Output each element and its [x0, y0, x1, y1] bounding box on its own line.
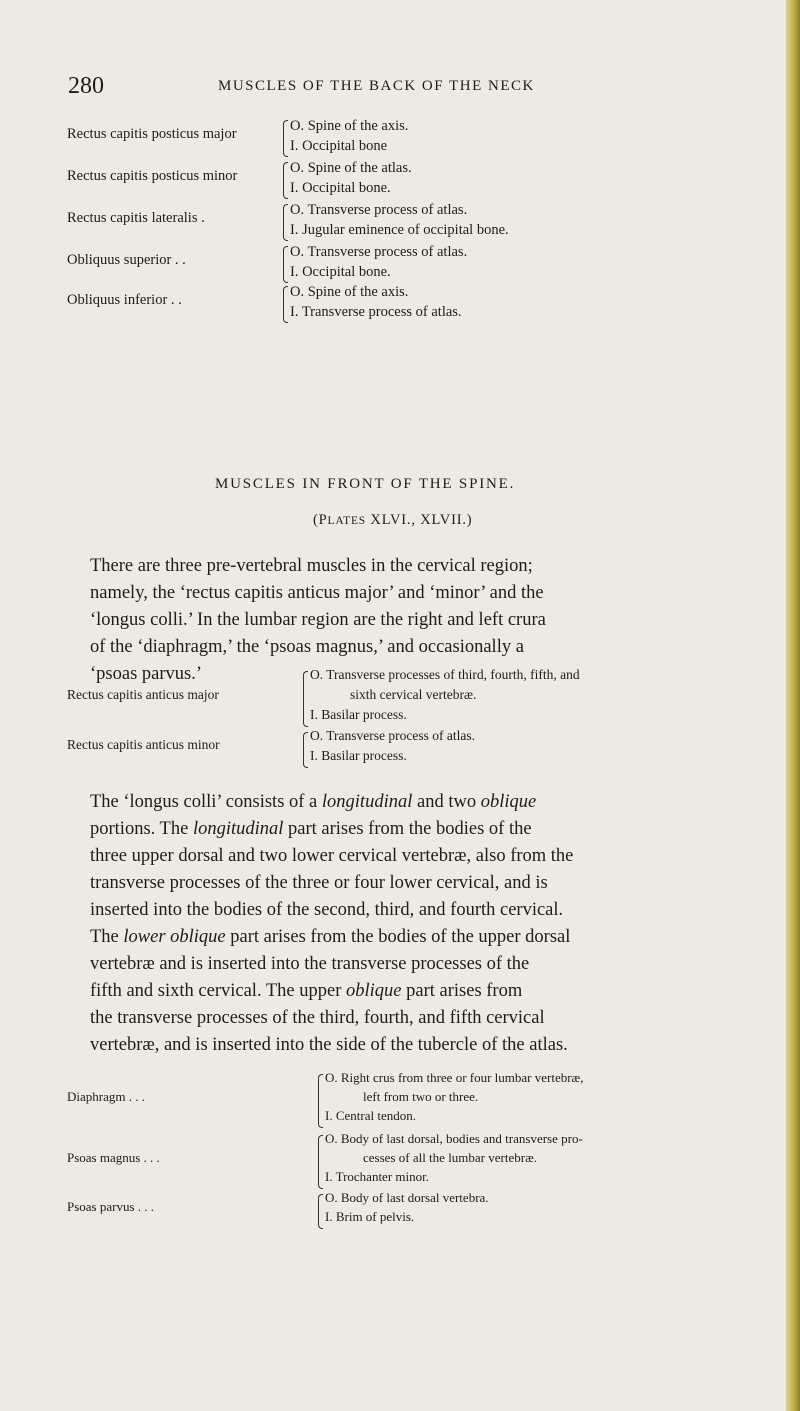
origin-line: O. Transverse process of atlas.	[310, 728, 475, 743]
muscle-name: Rectus capitis anticus major	[67, 687, 219, 702]
section-subtitle	[313, 512, 472, 529]
text-line: ‘longus colli.’ In the lumbar region are the right and left crura	[90, 610, 546, 630]
page-number: 280	[68, 73, 104, 99]
text-line: of the ‘diaphragm,’ the ‘psoas magnus,’ and occasionally a	[90, 637, 524, 657]
text-line	[90, 792, 536, 813]
brace	[318, 1074, 323, 1128]
text-line: the transverse processes of the third, fourth, and fifth cervical	[90, 1008, 545, 1028]
brace	[318, 1194, 323, 1229]
section-title: MUSCLES IN FRONT OF THE SPINE.	[215, 476, 516, 492]
text-line: transverse processes of the three or four lower cervical, and is	[90, 873, 548, 893]
muscle-name: Psoas parvus . . .	[67, 1199, 155, 1214]
insertion-line: I. Basilar process.	[310, 748, 407, 763]
insertion-line: I. Transverse process of atlas.	[290, 304, 462, 320]
page-edge	[786, 0, 800, 1411]
text-line: namely, the ‘rectus capitis anticus major’ and ‘minor’ and the	[90, 583, 544, 603]
text-span: portions. The	[90, 819, 193, 839]
muscle-name: Rectus capitis lateralis .	[67, 210, 205, 226]
running-head: MUSCLES OF THE BACK OF THE NECK	[218, 78, 535, 94]
italic-span: longitudinal	[321, 792, 413, 812]
insertion-line: I. Trochanter minor.	[325, 1169, 429, 1184]
text-line: vertebræ, and is inserted into the side of the tubercle of the atlas.	[90, 1035, 568, 1055]
italic-span: oblique	[480, 792, 537, 812]
text-line	[90, 819, 532, 840]
origin-line: O. Spine of the atlas.	[290, 160, 412, 176]
text-span: part arises from	[401, 981, 523, 1001]
text-line: inserted into the bodies of the second, third, and fourth cervical.	[90, 900, 564, 920]
text-span: part arises from the bodies of the	[283, 819, 532, 839]
italic-span: oblique	[346, 981, 402, 1001]
brace	[303, 671, 308, 727]
muscle-name: Diaphragm . . .	[67, 1089, 145, 1104]
italic-span: longitudinal	[192, 819, 284, 839]
subtitle-open: (P	[313, 512, 328, 528]
text-line: ‘psoas parvus.’	[90, 664, 203, 684]
text-line: vertebræ and is inserted into the transverse processes of the	[90, 954, 530, 974]
brace	[283, 204, 288, 241]
text-line: There are three pre-vertebral muscles in the cervical region;	[90, 556, 533, 576]
origin-line: O. Transverse processes of third, fourth, fifth, and	[310, 667, 580, 682]
insertion-line: I. Occipital bone.	[290, 264, 391, 280]
brace	[303, 732, 308, 768]
text-span: and two	[412, 792, 481, 812]
insertion-line: I. Occipital bone.	[290, 180, 391, 196]
insertion-line: I. Brim of pelvis.	[325, 1209, 415, 1224]
origin-line: O. Body of last dorsal, bodies and transverse pro-	[325, 1131, 583, 1146]
brace	[318, 1135, 323, 1189]
brace	[283, 246, 288, 283]
muscle-name: Psoas magnus . . .	[67, 1150, 160, 1165]
origin-line: left from two or three.	[363, 1089, 479, 1104]
origin-line: O. Right crus from three or four lumbar vertebræ,	[325, 1070, 584, 1085]
subtitle-caps: LATES	[327, 515, 366, 527]
text-line: three upper dorsal and two lower cervical vertebræ, also from the	[90, 846, 574, 866]
muscle-name: Obliquus superior . .	[67, 252, 186, 268]
muscle-name: Rectus capitis anticus minor	[67, 737, 220, 752]
insertion-line: I. Central tendon.	[325, 1108, 416, 1123]
origin-line: O. Spine of the axis.	[290, 284, 409, 300]
italic-span: lower oblique	[123, 927, 226, 947]
muscle-name: Rectus capitis posticus minor	[67, 168, 238, 184]
origin-line: sixth cervical vertebræ.	[350, 687, 477, 702]
brace	[283, 162, 288, 199]
text-span: The ‘longus colli’ consists of a	[90, 792, 322, 812]
origin-line: cesses of all the lumbar vertebræ.	[363, 1150, 537, 1165]
text-line	[90, 927, 570, 948]
origin-line: O. Body of last dorsal vertebra.	[325, 1190, 489, 1205]
text-line	[90, 981, 522, 1002]
brace	[283, 286, 288, 323]
insertion-line: I. Basilar process.	[310, 707, 407, 722]
origin-line: O. Transverse process of atlas.	[290, 202, 468, 218]
insertion-line: I. Occipital bone	[290, 138, 388, 154]
text-span: The	[90, 927, 124, 947]
text-span: part arises from the bodies of the upper dorsal	[225, 927, 571, 947]
muscle-name: Obliquus inferior . .	[67, 292, 182, 308]
subtitle-rest: XLVI., XLVII.)	[366, 512, 473, 528]
brace	[283, 120, 288, 157]
insertion-line: I. Jugular eminence of occipital bone.	[290, 222, 509, 238]
text-span: fifth and sixth cervical. The upper	[90, 981, 347, 1001]
origin-line: O. Spine of the axis.	[290, 118, 409, 134]
muscle-name: Rectus capitis posticus major	[67, 126, 237, 142]
origin-line: O. Transverse process of atlas.	[290, 244, 468, 260]
